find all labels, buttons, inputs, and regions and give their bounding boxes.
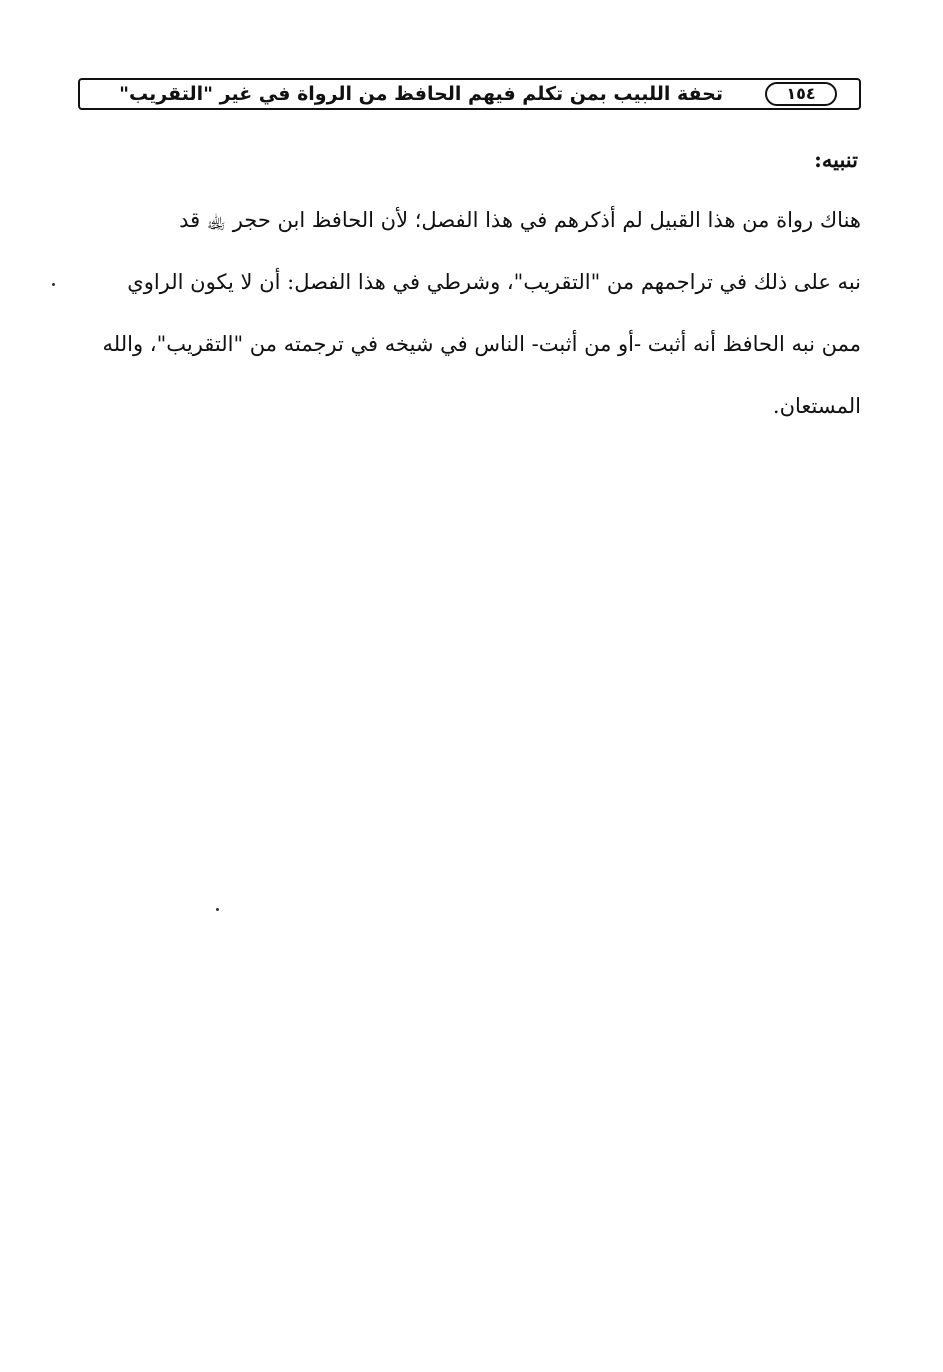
scan-speck: [216, 908, 219, 911]
page-number-badge: ١٥٤: [765, 82, 837, 106]
book-title: تحفة اللبيب بمن تكلم فيهم الحافظ من الرواة في غير "التقريب": [119, 83, 723, 105]
paragraph-line: ممن نبه الحافظ أنه أثبت -أو من أثبت- الناس في شيخه في ترجمته من "التقريب"، والله: [102, 332, 861, 356]
scan-speck: [52, 283, 55, 286]
paragraph-line: هناك رواة من هذا القبيل لم أذكرهم في هذا الفصل؛ لأن الحافظ ابن حجر ﵀ قد: [179, 208, 861, 232]
paragraph-line: نبه على ذلك في تراجمهم من "التقريب"، وشرطي في هذا الفصل: أن لا يكون الراوي: [127, 270, 861, 294]
running-header: [78, 78, 861, 110]
paragraph-line: المستعان.: [772, 394, 861, 418]
section-heading: تنبيه:: [814, 147, 858, 172]
